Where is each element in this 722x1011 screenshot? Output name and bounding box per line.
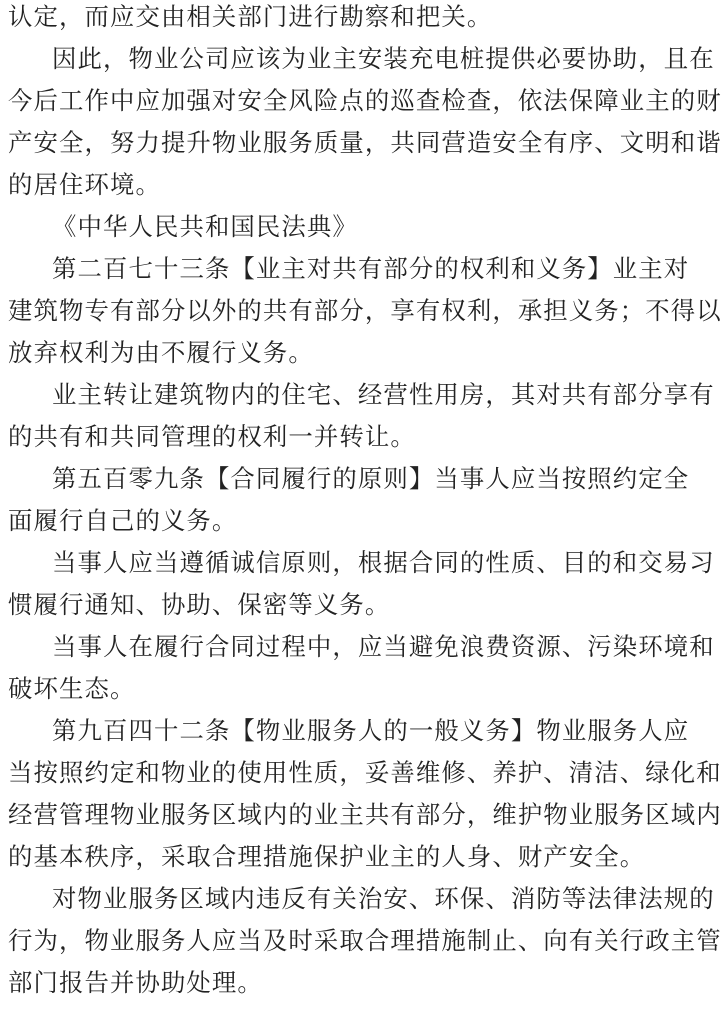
document-line: 行为，物业服务人应当及时采取合理措施制止、向有关行政主管 bbox=[8, 926, 722, 955]
document-heading: 《中华人民共和国民法典》 bbox=[52, 212, 358, 241]
document-line: 建筑物专有部分以外的共有部分，享有权利，承担义务；不得以 bbox=[8, 296, 722, 325]
document-line: 经营管理物业服务区域内的业主共有部分，维护物业服务区域内 bbox=[8, 800, 722, 829]
document-line: 部门报告并协助处理。 bbox=[8, 968, 263, 997]
document-line: 的共有和共同管理的权利一并转让。 bbox=[8, 422, 416, 451]
document-line: 的基本秩序，采取合理措施保护业主的人身、财产安全。 bbox=[8, 842, 646, 871]
document-line: 第九百四十二条【物业服务人的一般义务】物业服务人应 bbox=[52, 716, 690, 745]
document-line: 当按照约定和物业的使用性质，妥善维修、养护、清洁、绿化和 bbox=[8, 758, 722, 787]
document-line: 第五百零九条【合同履行的原则】当事人应当按照约定全 bbox=[52, 464, 690, 493]
document-line: 第二百七十三条【业主对共有部分的权利和义务】业主对 bbox=[52, 254, 690, 283]
document-line: 对物业服务区域内违反有关治安、环保、消防等法律法规的 bbox=[52, 884, 715, 913]
document-line: 今后工作中应加强对安全风险点的巡查检查，依法保障业主的财 bbox=[8, 86, 722, 115]
document-line: 因此，物业公司应该为业主安装充电桩提供必要协助，且在 bbox=[52, 44, 715, 73]
document-line: 放弃权利为由不履行义务。 bbox=[8, 338, 314, 367]
document-line: 认定，而应交由相关部门进行勘察和把关。 bbox=[8, 2, 493, 31]
document-line: 当事人在履行合同过程中，应当避免浪费资源、污染环境和 bbox=[52, 632, 715, 661]
document-line: 的居住环境。 bbox=[8, 170, 161, 199]
document-line: 面履行自己的义务。 bbox=[8, 506, 238, 535]
document-line: 破坏生态。 bbox=[8, 674, 136, 703]
document-line: 产安全，努力提升物业服务质量，共同营造安全有序、文明和谐 bbox=[8, 128, 722, 157]
document-line: 当事人应当遵循诚信原则，根据合同的性质、目的和交易习 bbox=[52, 548, 715, 577]
document-line: 业主转让建筑物内的住宅、经营性用房，其对共有部分享有 bbox=[52, 380, 715, 409]
document-line: 惯履行通知、协助、保密等义务。 bbox=[8, 590, 391, 619]
